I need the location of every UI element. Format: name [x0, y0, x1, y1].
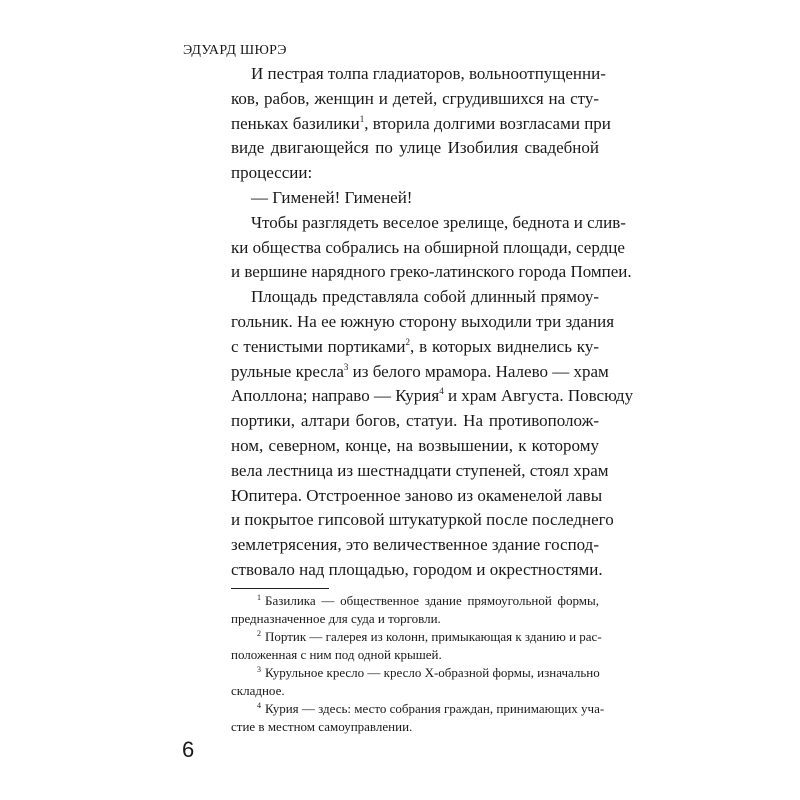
text-segment: И пестрая толпа гладиаторов, вольноотпущенни- — [251, 64, 606, 83]
text-line — [231, 112, 611, 137]
text-line — [231, 310, 615, 335]
text-segment: , в которых виднелись ку- — [410, 336, 599, 356]
footnote-marker: 2 — [405, 336, 410, 347]
footnote-line — [231, 610, 599, 628]
text-line — [231, 384, 634, 409]
text-segment: и покрытое гипсовой штукатуркой после последнего — [231, 510, 614, 530]
text-segment: процессии: — [231, 163, 313, 183]
footnote-marker: 2 — [257, 629, 261, 638]
text-segment: стие в местном самоуправлении. — [231, 719, 413, 734]
text-segment: рульные кресла — [231, 361, 344, 381]
footnote-marker: 1 — [257, 593, 261, 602]
text-line — [231, 484, 603, 509]
text-line — [231, 360, 609, 385]
text-segment: вела лестница из шестнадцати ступеней, стоял храм — [231, 460, 609, 480]
text-line — [231, 285, 599, 310]
text-segment: Базилика — общественное здание прямоугольной формы, — [265, 593, 599, 608]
text-segment: ки общества собрались на обширной площади, сердце — [231, 237, 625, 257]
text-segment: Чтобы разглядеть веселое зрелище, беднота и слив- — [251, 212, 626, 232]
text-segment: ном, северном, конце, на возвышении, к которому — [231, 435, 599, 455]
text-segment: предназначенное для суда и торговли. — [231, 611, 441, 626]
text-segment: портики, алтари богов, статуи. На противополож- — [231, 411, 599, 431]
text-line — [231, 459, 609, 484]
text-segment: складное. — [231, 683, 285, 698]
footnote-marker: 4 — [257, 701, 261, 710]
footnote-line — [231, 700, 605, 718]
text-segment: Курульное кресло — кресло Х-образной формы, изначально — [265, 665, 600, 680]
footnote-marker: 4 — [439, 386, 444, 397]
footnote-line — [231, 664, 599, 682]
text-segment: Площадь представляла собой длинный прямоу- — [251, 287, 599, 307]
text-line — [231, 508, 614, 533]
text-segment: Юпитера. Отстроенное заново из окаменелой лавы — [231, 485, 603, 505]
footnote-line — [231, 592, 599, 610]
text-line — [231, 211, 626, 236]
footnote-marker: 1 — [359, 113, 365, 124]
text-segment: пеньках базилики — [231, 113, 360, 133]
text-segment: ствовало над площадью, городом и окрестностями. — [231, 559, 603, 579]
text-segment: , вторила долгими возгласами при — [364, 113, 611, 133]
text-segment: — Гименей! Гименей! — [251, 187, 413, 207]
text-line — [231, 236, 625, 261]
text-line — [231, 409, 599, 434]
footnote-line — [231, 718, 599, 736]
text-segment: гольник. На ее южную сторону выходили три здания — [231, 311, 615, 331]
main-text — [231, 62, 634, 583]
footnote-divider — [231, 588, 329, 589]
text-segment: Курия — здесь: место собрания граждан, принимающих уча- — [265, 701, 605, 716]
page-number: 6 — [182, 737, 195, 762]
running-header: ЭДУАРД ШЮРЭ — [183, 43, 287, 58]
text-line — [231, 533, 599, 558]
text-line — [231, 335, 599, 360]
text-segment: землетрясения, это величественное здание господ- — [231, 535, 599, 555]
footnotes — [231, 592, 605, 736]
text-line — [231, 136, 599, 161]
text-segment: с тенистыми портиками — [231, 336, 406, 356]
text-line — [231, 186, 599, 211]
text-line — [231, 260, 632, 285]
text-line — [231, 558, 603, 583]
text-segment: и вершине нарядного греко-латинского города Помпеи. — [231, 262, 632, 282]
text-line — [231, 434, 599, 459]
text-segment: ков, рабов, женщин и детей, сгрудившихся на сту- — [231, 88, 599, 108]
footnote-line — [231, 682, 599, 700]
text-line — [231, 87, 599, 112]
footnote-line — [231, 646, 599, 664]
text-line — [231, 62, 606, 87]
footnote-marker: 3 — [343, 361, 349, 372]
text-segment: виде двигающейся по улице Изобилия свадебной — [231, 138, 599, 158]
text-segment: Аполлона; направо — Курия — [231, 386, 440, 406]
text-segment: положенная с ним под одной крышей. — [231, 647, 442, 662]
footnote-marker: 3 — [257, 665, 261, 674]
text-line — [231, 161, 599, 186]
text-segment: из белого мрамора. Налево — храм — [348, 361, 609, 381]
footnote-line — [231, 628, 602, 646]
text-segment: Портик — галерея из колонн, примыкающая к зданию и рас- — [265, 629, 602, 644]
text-segment: и храм Августа. Повсюду — [443, 386, 634, 406]
